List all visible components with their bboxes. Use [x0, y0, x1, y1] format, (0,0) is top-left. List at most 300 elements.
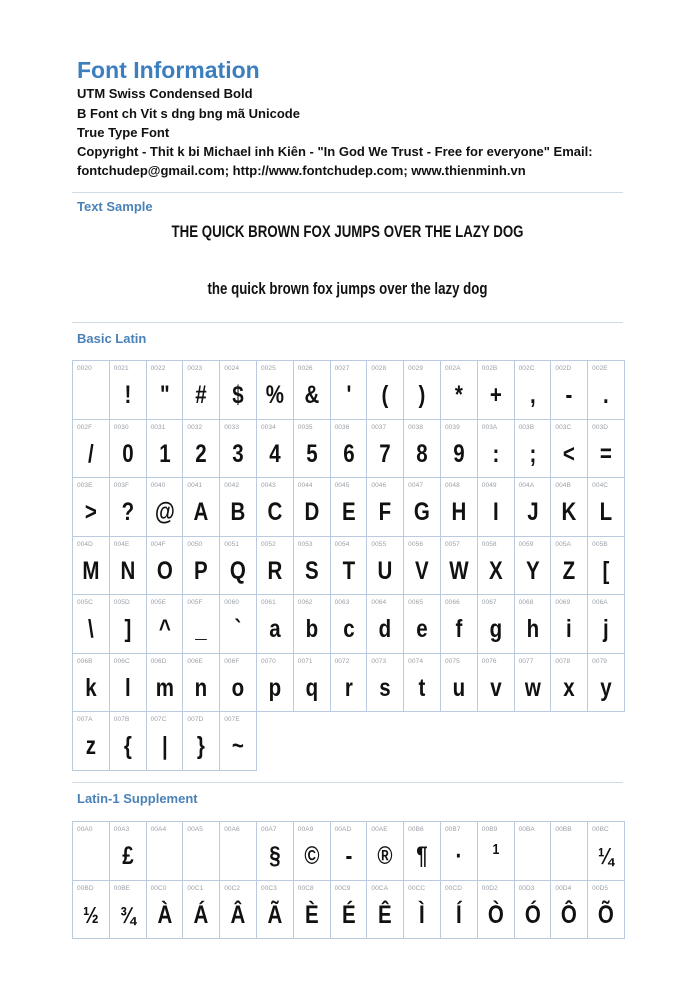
glyph-code: 00C3	[260, 884, 277, 892]
glyph-char: {	[123, 732, 132, 760]
glyph-code: 006D	[150, 657, 167, 665]
glyph-cell	[110, 595, 147, 654]
glyph-char: 5	[305, 439, 318, 468]
glyph-char: +	[489, 381, 502, 409]
glyph-cell	[257, 881, 294, 940]
glyph-cell	[220, 361, 257, 420]
glyph-code: 002A	[444, 365, 461, 372]
glyph-cell	[73, 537, 110, 596]
glyph-cell	[441, 361, 478, 420]
glyph-cell	[183, 712, 220, 771]
sample-uppercase: THE QUICK BROWN FOX JUMPS OVER THE LAZY DOG	[171, 222, 524, 241]
glyph-code: 003E	[77, 482, 93, 489]
glyph-char: %	[265, 381, 284, 409]
glyph-cell	[331, 420, 368, 479]
glyph-char: X	[488, 556, 503, 585]
glyph-cell	[441, 654, 478, 713]
glyph-code: 0058	[481, 540, 497, 548]
glyph-cell	[73, 822, 110, 881]
glyph-char: $	[232, 381, 244, 409]
glyph-cell	[441, 420, 478, 479]
sample-lowercase: the quick brown fox jumps over the lazy dog	[207, 279, 488, 298]
glyph-cell	[183, 654, 220, 713]
glyph-cell	[441, 881, 478, 940]
glyph-code: 005D	[113, 599, 130, 606]
glyph-cell	[404, 654, 441, 713]
glyph-cell	[404, 537, 441, 596]
glyph-char: C	[267, 498, 283, 526]
glyph-char: G	[414, 498, 431, 526]
glyph-cell	[257, 537, 294, 596]
glyph-char: s	[379, 673, 391, 702]
glyph-code: 003A	[481, 423, 498, 431]
glyph-code: 0041	[187, 482, 203, 489]
glyph-char: m	[155, 673, 174, 702]
glyph-char: À	[157, 900, 172, 929]
glyph-char: b	[305, 615, 318, 643]
glyph-char: x	[563, 673, 575, 702]
glyph-cell	[515, 881, 552, 940]
glyph-char: R	[267, 556, 283, 585]
glyph-cell	[404, 420, 441, 479]
glyph-cell	[147, 822, 184, 881]
glyph-cell	[515, 478, 552, 537]
glyph-cell	[294, 420, 331, 479]
glyph-code: 00AE	[371, 826, 388, 833]
glyph-char: .	[603, 381, 609, 409]
glyph-char: 6	[342, 439, 355, 468]
glyph-code: 0033	[224, 423, 240, 431]
font-name: UTM Swiss Condensed Bold	[77, 86, 253, 101]
glyph-code: 0063	[334, 599, 350, 606]
glyph-char: =	[600, 439, 613, 468]
glyph-code: 0032	[187, 423, 203, 431]
glyph-code: 0059	[518, 540, 534, 548]
glyph-cell	[588, 478, 625, 537]
glyph-char: ½	[83, 901, 99, 928]
glyph-code: 0043	[260, 482, 276, 489]
glyph-cell	[220, 595, 257, 654]
glyph-char: u	[452, 673, 466, 702]
glyph-cell	[478, 881, 515, 940]
glyph-cell	[367, 361, 404, 420]
glyph-code: 002F	[77, 423, 93, 431]
glyph-char: k	[85, 673, 97, 702]
glyph-char: S	[304, 556, 319, 585]
glyph-char: ]	[124, 615, 132, 643]
glyph-char: 8	[416, 439, 428, 468]
glyph-code: 0054	[334, 540, 350, 548]
glyph-cell	[331, 822, 368, 881]
glyph-code: 0042	[224, 482, 240, 489]
glyph-char: L	[599, 498, 613, 526]
glyph-code: 00CC	[408, 884, 426, 892]
glyph-code: 0044	[297, 482, 313, 489]
glyph-char: 0	[121, 439, 134, 468]
glyph-code: 00D4	[555, 884, 572, 892]
glyph-code: 0031	[150, 423, 166, 431]
glyph-char: 3	[232, 439, 244, 468]
glyph-cell	[294, 822, 331, 881]
glyph-char: #	[195, 381, 207, 409]
glyph-cell	[147, 881, 184, 940]
glyph-code: 00A6	[224, 826, 240, 833]
glyph-code: 0075	[444, 657, 460, 665]
font-description: B Font ch Vit s dng bng mã Unicode	[77, 106, 300, 121]
contact-line: fontchudep@gmail.com; http://www.fontchudep.com; www.thienminh.vn	[77, 163, 526, 178]
glyph-cell	[478, 478, 515, 537]
glyph-char: <	[563, 439, 576, 468]
glyph-char: ^	[158, 615, 171, 643]
glyph-code: 002B	[481, 365, 498, 372]
glyph-code: 0062	[297, 599, 313, 606]
glyph-char: f	[455, 615, 463, 643]
glyph-char: |	[161, 732, 168, 760]
glyph-char: *	[454, 381, 463, 409]
glyph-cell	[220, 537, 257, 596]
glyph-cell	[220, 822, 257, 881]
glyph-cell	[110, 712, 147, 771]
glyph-cell	[331, 654, 368, 713]
glyph-code: 0069	[555, 599, 571, 606]
glyph-char: c	[342, 615, 355, 643]
glyph-cell	[110, 654, 147, 713]
glyph-char: ,	[529, 381, 536, 409]
glyph-cell	[220, 881, 257, 940]
glyph-code: 0030	[113, 423, 129, 431]
glyph-char: Ì	[419, 900, 425, 929]
glyph-code: 005E	[150, 599, 167, 606]
glyph-code: 002E	[592, 365, 608, 372]
glyph-cell	[73, 881, 110, 940]
glyph-code: 0028	[371, 365, 387, 372]
glyph-char: E	[341, 498, 356, 526]
glyph-cell	[147, 420, 184, 479]
glyph-cell	[257, 654, 294, 713]
glyph-char: 1	[158, 439, 171, 468]
glyph-code: 0023	[187, 365, 203, 372]
glyph-code: 005B	[592, 540, 608, 548]
glyph-char: o	[231, 673, 245, 702]
glyph-code: 002C	[518, 365, 535, 372]
glyph-cell	[147, 712, 184, 771]
glyph-code: 00C2	[224, 884, 241, 892]
glyph-char: J	[526, 498, 539, 526]
glyph-char: }	[197, 732, 206, 760]
glyph-cell	[331, 537, 368, 596]
glyph-char: ;	[529, 439, 536, 468]
glyph-char: Â	[230, 900, 246, 929]
glyph-cell	[220, 420, 257, 479]
glyph-char: t	[418, 673, 426, 702]
glyph-code: 0024	[224, 365, 240, 372]
glyph-char: "	[159, 381, 170, 409]
glyph-char: _	[195, 615, 207, 643]
glyph-char: ¾	[119, 901, 136, 928]
section-label-text-sample: Text Sample	[77, 199, 153, 214]
glyph-cell	[404, 478, 441, 537]
glyph-cell	[551, 537, 588, 596]
glyph-char: D	[304, 498, 320, 526]
glyph-cell	[441, 595, 478, 654]
glyph-cell	[73, 595, 110, 654]
glyph-char: q	[305, 673, 318, 702]
glyph-cell	[478, 420, 515, 479]
glyph-cell	[147, 478, 184, 537]
glyph-char: H	[451, 498, 467, 526]
glyph-char: Õ	[598, 900, 615, 929]
glyph-code: 0066	[444, 599, 460, 606]
glyph-char: )	[418, 381, 426, 409]
glyph-char: O	[156, 556, 173, 585]
glyph-code: 0048	[444, 482, 460, 489]
glyph-cell	[257, 822, 294, 881]
glyph-char: n	[195, 673, 208, 702]
glyph-code: 0046	[371, 482, 387, 489]
glyph-char: 4	[269, 439, 281, 468]
glyph-cell	[183, 478, 220, 537]
glyph-cell	[515, 420, 552, 479]
glyph-char: 2	[195, 439, 207, 468]
glyph-cell	[588, 822, 625, 881]
glyph-grid-basic-latin	[72, 360, 625, 771]
glyph-code: 0060	[224, 599, 240, 606]
glyph-code: 00BE	[113, 884, 131, 892]
glyph-char: `	[234, 615, 242, 643]
glyph-cell	[404, 822, 441, 881]
glyph-cell	[294, 478, 331, 537]
glyph-code: 004C	[592, 482, 609, 489]
glyph-code: 004D	[77, 540, 93, 548]
font-type: True Type Font	[77, 125, 170, 140]
glyph-code: 0020	[77, 365, 92, 372]
glyph-code: 006E	[187, 657, 203, 665]
glyph-char: Ã	[267, 900, 283, 929]
glyph-cell	[367, 537, 404, 596]
glyph-cell	[220, 478, 257, 537]
glyph-code: 00B9	[481, 826, 498, 833]
glyph-cell	[331, 478, 368, 537]
glyph-cell	[588, 537, 625, 596]
glyph-code: 0072	[334, 657, 350, 665]
glyph-char: Q	[230, 556, 247, 585]
glyph-char: K	[561, 498, 577, 526]
glyph-char: v	[489, 673, 502, 702]
glyph-code: 00D3	[518, 884, 535, 892]
glyph-code: 007B	[113, 716, 130, 723]
glyph-char: d	[379, 615, 392, 643]
glyph-char: ®	[377, 842, 393, 870]
glyph-code: 007D	[187, 716, 204, 723]
glyph-char: @	[154, 498, 175, 526]
glyph-char: i	[566, 615, 573, 643]
glyph-cell	[515, 595, 552, 654]
section-label-basic-latin: Basic Latin	[77, 331, 147, 346]
glyph-cell	[257, 361, 294, 420]
glyph-cell	[110, 420, 147, 479]
glyph-cell	[73, 361, 110, 420]
glyph-code: 00AD	[334, 826, 352, 833]
glyph-code: 0049	[481, 482, 497, 489]
glyph-cell	[183, 822, 220, 881]
glyph-char: &	[304, 381, 320, 409]
glyph-char: /	[88, 439, 94, 468]
glyph-code: 0026	[297, 365, 313, 372]
glyph-code: 0077	[518, 657, 534, 665]
glyph-cell	[220, 712, 257, 771]
glyph-code: 003D	[592, 423, 609, 431]
glyph-code: 00D5	[592, 884, 609, 892]
glyph-code: 0076	[481, 657, 497, 665]
glyph-code: 004A	[518, 482, 535, 489]
glyph-char: 9	[453, 439, 465, 468]
glyph-code: 00B6	[408, 826, 424, 833]
glyph-cell	[441, 822, 478, 881]
glyph-cell	[478, 361, 515, 420]
glyph-cell	[588, 420, 625, 479]
glyph-code: 007A	[77, 716, 93, 723]
glyph-code: 0045	[334, 482, 350, 489]
glyph-code: 00C1	[187, 884, 204, 892]
glyph-code: 00B7	[444, 826, 461, 833]
glyph-cell	[110, 881, 147, 940]
glyph-cell	[441, 478, 478, 537]
glyph-cell	[515, 654, 552, 713]
glyph-cell	[110, 537, 147, 596]
glyph-char: 7	[379, 439, 391, 468]
glyph-code: 0071	[297, 657, 313, 665]
glyph-char: ©	[304, 842, 320, 870]
glyph-cell	[183, 420, 220, 479]
glyph-code: 00C8	[297, 884, 314, 892]
glyph-cell	[257, 595, 294, 654]
glyph-char: -	[345, 842, 352, 870]
copyright-line: Copyright - Thit k bi Michael inh Kiên - "In God We Trust - Free for everyone" Email:	[77, 144, 593, 159]
glyph-cell	[331, 595, 368, 654]
glyph-cell	[257, 478, 294, 537]
glyph-code: 003B	[518, 423, 535, 431]
glyph-cell	[588, 654, 625, 713]
glyph-code: 0067	[481, 599, 497, 606]
glyph-char: l	[124, 673, 131, 702]
glyph-code: 0027	[334, 365, 350, 372]
glyph-code: 00BB	[555, 826, 572, 833]
glyph-code: 004F	[150, 540, 166, 548]
glyph-cell	[183, 361, 220, 420]
glyph-code: 0036	[334, 423, 350, 431]
glyph-char: ¼	[598, 843, 614, 869]
glyph-code: 0053	[297, 540, 313, 548]
glyph-cell	[110, 822, 147, 881]
glyph-char: W	[449, 556, 469, 585]
glyph-code: 00BA	[518, 826, 535, 833]
glyph-code: 0051	[224, 540, 240, 548]
glyph-code: 007E	[224, 716, 240, 723]
glyph-cell	[478, 595, 515, 654]
glyph-char: A	[193, 498, 209, 526]
page-title: Font Information	[77, 57, 260, 83]
glyph-char: £	[121, 842, 134, 870]
glyph-cell	[404, 361, 441, 420]
glyph-char: ·	[455, 842, 463, 870]
glyph-cell	[73, 478, 110, 537]
glyph-code: 005F	[187, 599, 203, 606]
glyph-cell	[588, 595, 625, 654]
glyph-code: 0074	[408, 657, 424, 665]
glyph-char: É	[341, 900, 356, 929]
glyph-code: 00A3	[113, 826, 130, 833]
glyph-cell	[551, 361, 588, 420]
glyph-code: 005C	[77, 599, 93, 606]
glyph-code: 006F	[224, 657, 240, 665]
glyph-code: 003F	[113, 482, 130, 489]
glyph-code: 00BD	[77, 884, 94, 892]
glyph-char: e	[416, 615, 428, 643]
glyph-code: 0052	[260, 540, 276, 548]
glyph-cell	[147, 595, 184, 654]
glyph-cell	[257, 420, 294, 479]
glyph-code: 006C	[113, 657, 130, 665]
glyph-cell	[515, 537, 552, 596]
glyph-char: I	[492, 498, 499, 526]
glyph-cell	[73, 712, 110, 771]
glyph-cell	[551, 822, 588, 881]
glyph-cell	[110, 361, 147, 420]
glyph-code: 00CD	[444, 884, 462, 892]
glyph-char: Ò	[487, 900, 504, 929]
glyph-code: 0064	[371, 599, 387, 606]
glyph-code: 0034	[260, 423, 276, 431]
glyph-char: [	[602, 556, 610, 585]
glyph-char: P	[194, 556, 209, 585]
glyph-char: j	[603, 615, 609, 643]
glyph-char: §	[269, 842, 281, 870]
glyph-cell	[183, 537, 220, 596]
glyph-cell	[367, 654, 404, 713]
glyph-char: T	[342, 556, 355, 585]
glyph-code: 0065	[408, 599, 424, 606]
glyph-code: 0061	[260, 599, 276, 606]
glyph-code: 0078	[555, 657, 571, 665]
glyph-char: Ó	[524, 900, 541, 929]
glyph-char: !	[124, 381, 132, 409]
glyph-cell	[478, 822, 515, 881]
glyph-cell	[367, 478, 404, 537]
glyph-code: 0073	[371, 657, 387, 665]
glyph-char: Í	[456, 900, 462, 929]
glyph-code: 0037	[371, 423, 387, 431]
glyph-char: \	[88, 615, 94, 643]
glyph-code: 003C	[555, 423, 572, 431]
glyph-cell	[478, 537, 515, 596]
glyph-cell	[73, 654, 110, 713]
glyph-char: Ô	[561, 900, 578, 929]
glyph-cell	[147, 537, 184, 596]
glyph-code: 0056	[408, 540, 424, 548]
glyph-code: 00A7	[260, 826, 277, 833]
glyph-char: N	[120, 556, 136, 585]
divider	[72, 192, 623, 193]
glyph-code: 00BC	[592, 826, 609, 833]
glyph-cell	[183, 881, 220, 940]
glyph-cell	[147, 654, 184, 713]
glyph-char: V	[415, 556, 429, 585]
glyph-code: 006A	[592, 599, 608, 606]
section-label-latin1-supplement: Latin-1 Supplement	[77, 791, 198, 806]
glyph-char: '	[346, 381, 351, 409]
glyph-char: M	[82, 556, 100, 585]
glyph-cell	[515, 822, 552, 881]
